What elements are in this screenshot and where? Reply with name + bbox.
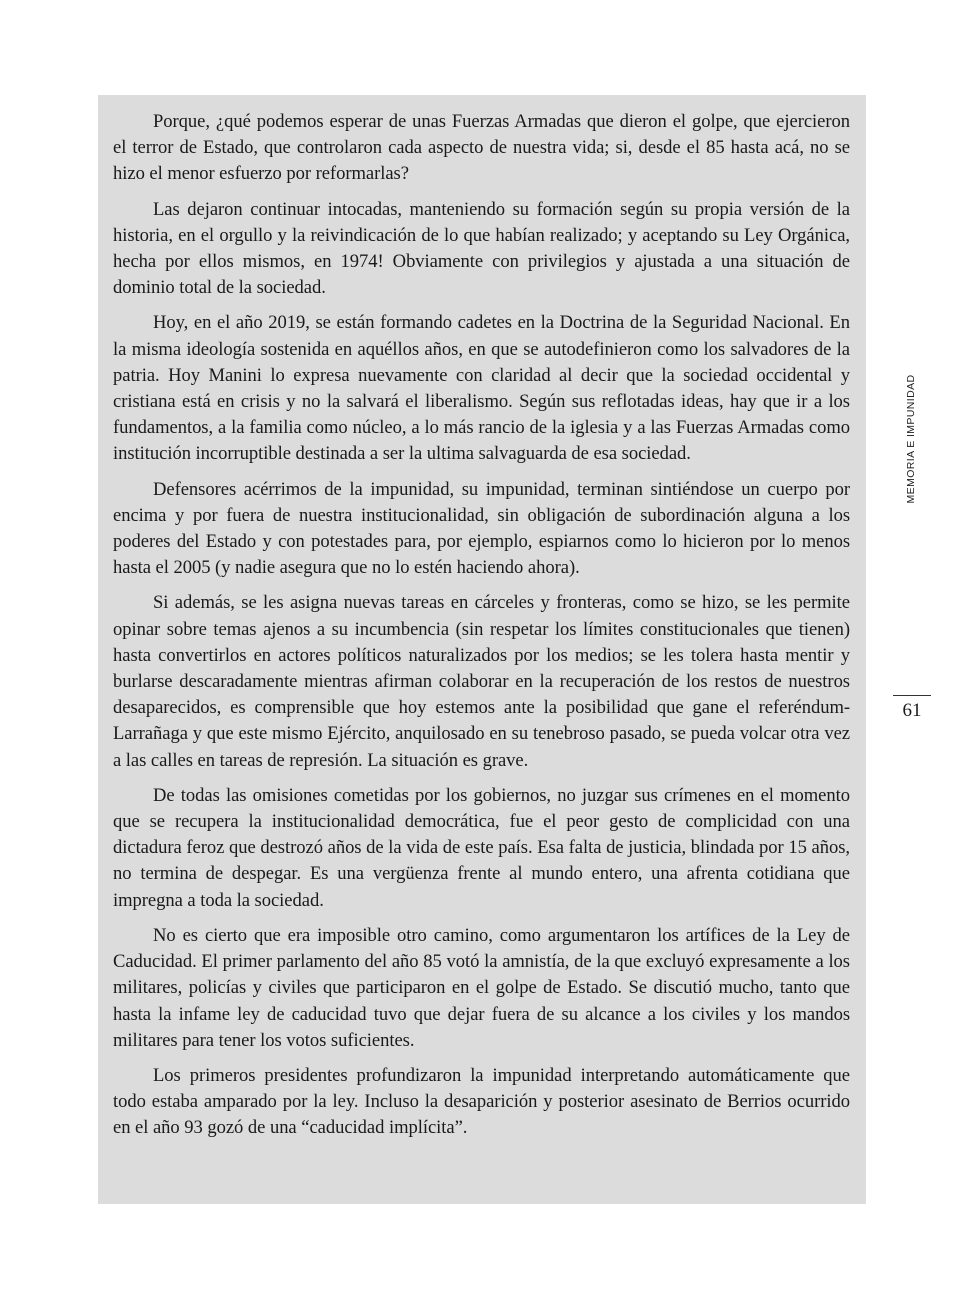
- body-text-box: [98, 95, 866, 1204]
- paragraph-8: Los primeros presidentes profundizaron la impunidad interpretando automáticamente que todo estaba amparado por la ley. Incluso la desaparición y posterior asesinato de Berrios ocurrido en el año 93 gozó de una “caducidad implícita”.: [113, 1064, 850, 1139]
- paragraph-4: Defensores acérrimos de la impunidad, su impunidad, terminan sintiéndose un cuerpo por encima y por fuera de nuestra institucionalidad, sin obligación de subordinación alguna a los poderes del Estado y con potestades para, por ejemplo, espiarnos como lo hicieron por lo menos hasta el 2005 (y nadie asegura que no lo estén haciendo ahora).: [113, 478, 850, 579]
- running-header: [904, 368, 918, 510]
- page-number-rule: [893, 695, 931, 696]
- paragraph-6: De todas las omisiones cometidas por los gobiernos, no juzgar sus crímenes en el momento que se recupera la institucionalidad democrática, fue el peor gesto de complicidad con una dictadura feroz que destrozó años de la vida de este país. Esa falta de justicia, blindada por 15 años, no termina de despegar. Es una vergüenza frente al mundo entero, una afrenta cotidiana que impregna a toda la sociedad.: [113, 784, 850, 911]
- paragraph-3: Hoy, en el año 2019, se están formando cadetes en la Doctrina de la Seguridad Nacional. En la misma ideología sostenida en aquéllos años, en que se autodefinieron como los salvadores de la patria. Hoy Manini lo expresa nuevamente con claridad al decir que la sociedad occidental y cristiana está en crisis y no la salvará el liberalismo. Según sus reflotadas ideas, hay que ir a los fundamentos, a la familia como núcleo, a lo más rancio de la iglesia y a las Fuerzas Armadas como institución incorruptible destinada a ser la ultima salvaguarda de esa sociedad.: [113, 312, 850, 465]
- paragraph-5: Si además, se les asigna nuevas tareas en cárceles y fronteras, como se hizo, se les permite opinar sobre temas ajenos a su incumbencia (sin respetar los límites constitucionales que tienen) hasta convertirlos en actores políticos naturalizados por los medios; se les tolera hasta mentir y burlarse descaradamente mientras afirman colaborar en la recuperación de los restos de nuestros desaparecidos, es comprensible que hoy estemos ante la posibilidad que gane el referéndum-Larrañaga y que este mismo Ejército, anquilosado en su tenebroso pasado, se pueda volcar otra vez a las calles en tareas de represión. La situación es grave.: [113, 592, 850, 771]
- paragraph-2: Las dejaron continuar intocadas, manteniendo su formación según su propia versión de la historia, en el orgullo y la reivindicación de lo que habían realizado; y aceptando su Ley Orgánica, hecha por ellos mismos, en 1974! Obviamente con privilegios y ajustada a una situación de dominio total de la sociedad.: [113, 198, 850, 299]
- paragraph-1: Porque, ¿qué podemos esperar de unas Fuerzas Armadas que dieron el golpe, que ejercieron el terror de Estado, que controlaron cada aspecto de nuestra vida; si, desde el 85 hasta acá, no se hizo el menor esfuerzo por reformarlas?: [113, 111, 850, 185]
- paragraph-7: No es cierto que era imposible otro camino, como argumentaron los artífices de la Ley de Caducidad. El primer parlamento del año 85 votó la amnistía, de la que excluyó expresamente a los militares, policías y civiles que participaron en el golpe de Estado. Se discutió mucho, tanto que hasta la infame ley de caducidad tuvo que dejar fuera de su alcance a los civiles y los mandos militares para tener los votos suficientes.: [113, 924, 850, 1051]
- running-header-text: MEMORIA E IMPUNIDAD: [905, 374, 917, 504]
- page-number: 61: [902, 700, 922, 721]
